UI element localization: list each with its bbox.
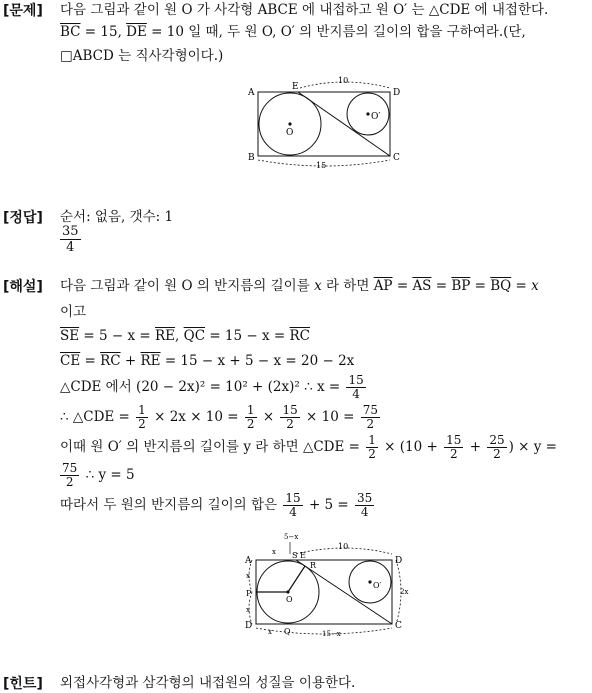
label-a: A [248,88,255,98]
segment-ap: $\overline{AP}$ [373,278,393,294]
l6-f2-num: 1 [246,403,255,417]
label-bottom-length: 15 [316,161,327,170]
eq-4: = [511,278,532,294]
l7-f2-num: 15 [446,433,462,447]
solution-line-1 [60,276,539,296]
segment-rc: $\overline{RC}$ [289,328,311,344]
l9-text-a: 따라서 두 원의 반지름의 길이의 합은 [60,497,282,513]
l7-f3-den: 2 [493,447,501,461]
label-5-minus-x: 5−x [284,533,299,541]
label-b: B [248,153,255,163]
l6-f4-den: 2 [366,417,375,431]
segment-rc-2: $\overline{RC}$ [100,353,121,369]
l7-f1-den: 2 [368,447,376,461]
label-d-2: D [395,556,403,566]
l6-f1-den: 2 [138,417,146,431]
label-10: 10 [338,542,349,551]
l7-f1-num: 1 [368,433,376,447]
problem-line-3: □ABCD 는 직사각형이다.) [60,48,224,64]
l3-text-b: = 5 − x = [79,328,155,344]
segment-re: $\overline{RE}$ [155,328,176,344]
segment-se: $\overline{SE}$ [60,328,80,344]
label-o-prime-2: O′ [373,581,382,590]
label-a-2: A [245,556,252,566]
problem-line-1: 다음 그림과 같이 원 O 가 사각형 ABCE 에 내접하고 원 O′ 는 △CDE 에 내접한다. [60,2,549,18]
answer-denominator: 4 [66,240,75,255]
l7-text-b: × (10 + [379,439,443,455]
l6-text-b: × 2x × 10 = [149,409,243,425]
label-o-2: O [286,595,293,604]
l6-text-a: ∴ △CDE = [60,409,135,425]
solution-line-8 [58,462,135,489]
solution-line-1-text: 다음 그림과 같이 원 O 의 반지름의 길이를 [60,278,315,294]
l4-text-f: = 15 − x + 5 − x = 20 − 2x [160,353,355,369]
segment-as: $\overline{AS}$ [412,278,432,294]
solution-line-6 [60,404,382,431]
l6-f3-den: 2 [286,417,294,431]
problem-line-2 [60,22,526,42]
answer-fraction [58,224,83,255]
segment-re-2: $\overline{RE}$ [140,353,161,369]
label-c: C [393,153,400,163]
l6-f4-num: 75 [362,403,378,417]
solution-line-4 [60,351,354,371]
problem-tag: [문제] [3,3,43,19]
solution-line-7 [60,434,557,461]
problem-figure [244,74,404,170]
l3-text-f: = 15 − x = [205,328,290,344]
l9-f2-den: 4 [360,505,369,519]
label-2x: 2x [400,588,409,596]
l8-num: 75 [62,461,78,475]
l6-f3-num: 15 [282,403,298,417]
label-c-2: C [395,621,402,631]
label-x-top: x [272,548,276,556]
segment-bc: $\overline{BC}$ [60,24,81,40]
problem-line-2-text-b: = 10 일 때, 두 원 O, O′ 의 반지름의 길이의 합을 구하여라.(단, [146,24,526,40]
hint-text: 외접사각형과 삼각형의 내접원의 성질을 이용한다. [60,675,356,691]
label-s: S [292,551,298,560]
label-d: D [393,88,401,98]
solution-line-1-text-b: 라 하면 [321,278,374,294]
l6-text-d: × 10 = [301,409,359,425]
label-x-left-top: x [246,572,250,580]
segment-bp: $\overline{BP}$ [451,278,471,294]
hint-tag: [힌트] [3,676,43,692]
l4-text-d: + [120,353,141,369]
label-15-minus-x: 15−x [322,630,341,638]
l9-text-b: + 5 = [304,497,354,513]
label-e: E [292,82,299,92]
solution-line-2: 이고 [60,304,87,320]
segment-bq: $\overline{BQ}$ [490,278,512,294]
solution-line-3 [60,326,310,346]
solution-figure [240,530,410,640]
solution-line-5 [60,374,368,401]
label-x-bottom: x [268,628,272,636]
l7-f3-num: 25 [489,433,505,447]
l9-f2-num: 35 [357,491,373,505]
segment-qc: $\overline{QC}$ [183,328,206,344]
answer-meta: 순서: 없음, 갯수: 1 [60,209,174,225]
label-o-prime: O′ [371,112,381,122]
solution-tag: [해설] [3,279,43,295]
label-o: O [286,128,294,138]
l6-f2-den: 2 [246,417,255,431]
label-x-left-bottom: x [246,606,250,614]
l9-f1-num: 15 [285,491,301,505]
eq-1: = [392,278,413,294]
label-p: P [246,589,252,598]
l5-text: △CDE 에서 (20 − 2x)² = 10² + (2x)² ∴ x = [60,379,345,395]
var-x: x [314,278,322,294]
l8-den: 2 [65,475,74,489]
answer-numerator: 35 [62,224,79,239]
l6-text-c: × [258,409,279,425]
l6-f1-num: 1 [138,403,146,417]
l3-text-d: , [175,328,184,344]
problem-line-2-text-a: = 15, [80,24,127,40]
label-r: R [310,561,317,570]
eq-3: = [470,278,491,294]
l7-text-d: ) × y = [508,439,557,455]
l5-num: 15 [348,373,364,387]
l5-den: 4 [352,387,360,401]
l7-text-c: + [465,439,486,455]
l9-f1-den: 4 [289,505,297,519]
segment-ce: $\overline{CE}$ [60,353,81,369]
answer-tag: [정답] [3,210,43,226]
label-b-2: D [245,621,253,631]
eq-2: = [431,278,452,294]
l8-text: ∴ y = 5 [81,467,135,483]
l4-text-b: = [80,353,101,369]
var-x-end: x [531,278,539,294]
label-q: Q [284,627,291,636]
label-top-length: 10 [338,76,349,85]
label-e-2: E [300,551,306,560]
solution-line-9 [60,492,376,519]
l7-text-a: 이때 원 O′ 의 반지름의 길이를 y 라 하면 △CDE = [60,439,365,455]
l7-f2-den: 2 [449,447,458,461]
segment-de: $\overline{DE}$ [126,24,147,40]
